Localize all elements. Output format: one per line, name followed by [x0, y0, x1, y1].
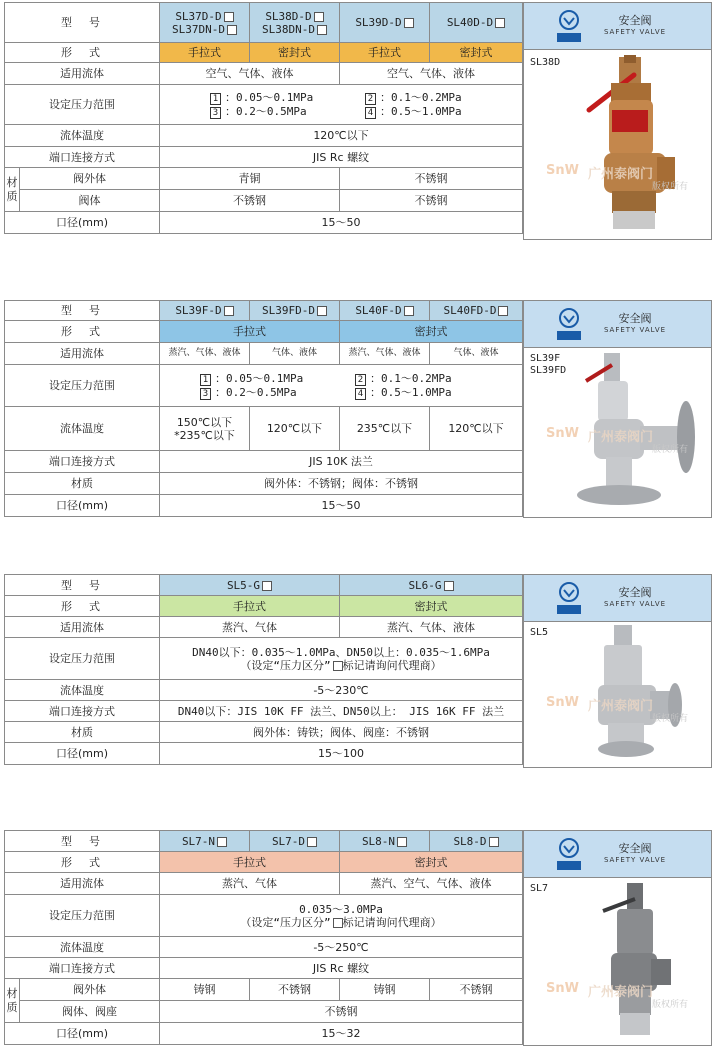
- form-cell: 密封式: [340, 852, 523, 873]
- fluid-cell: 蒸汽、空气、气体、液体: [340, 873, 523, 895]
- label-bore: 口径(mm): [5, 212, 160, 234]
- label-body: 阀外体: [20, 979, 160, 1001]
- body-cell: 铸钢: [160, 979, 250, 1001]
- brand-cn: 安全阀: [618, 842, 652, 855]
- fluid-cell: 空气、气体、液体: [160, 63, 340, 85]
- body-cell: 不锈钢: [250, 979, 340, 1001]
- fluid-cell: 气体、液体: [430, 343, 523, 365]
- label-form: 形 式: [5, 596, 160, 617]
- conn-cell: DN40以下：JIS 10K FF 法兰、DN50以上： JIS 16K FF 法兰: [160, 701, 523, 722]
- label-body: 阀外体: [20, 168, 160, 190]
- label-fluid: 适用流体: [5, 873, 160, 895]
- venn-logo-icon: [556, 837, 582, 871]
- label-form: 形 式: [5, 321, 160, 343]
- fluid-cell: 气体、液体: [250, 343, 340, 365]
- body-cell: 不锈钢: [340, 168, 523, 190]
- label-material: 材 质: [5, 979, 20, 1023]
- checkbox-icon: [262, 581, 272, 591]
- pressure-cell: 1 ：0.05～0.1MPa 2 ：0.1～0.2MPa 3 ：0.2～0.5MPa 4 ：0.5～1.0MPa: [160, 85, 523, 125]
- label-model: 型 号: [5, 3, 160, 43]
- valve-seat-cell: 不锈钢: [160, 1001, 523, 1023]
- conn-cell: JIS Rc 螺纹: [160, 147, 523, 168]
- label-model: 型 号: [5, 575, 160, 596]
- form-cell: 密封式: [340, 596, 523, 617]
- form-cell: 密封式: [430, 43, 523, 63]
- brand-header: [524, 301, 711, 348]
- model-cell: SL40F-D: [340, 301, 430, 321]
- checkbox-icon: [397, 837, 407, 847]
- checkbox-icon: [498, 306, 508, 316]
- label-fluid: 适用流体: [5, 343, 160, 365]
- label-valve: 阀体: [20, 190, 160, 212]
- body-cell: 不锈钢: [430, 979, 523, 1001]
- label-conn: 端口连接方式: [5, 451, 160, 473]
- product-panel: [523, 574, 712, 768]
- watermark-cn: 广州泰阀门: [588, 985, 654, 1000]
- label-model: 型 号: [5, 301, 160, 321]
- cast-iron-safety-valve-image: [584, 623, 684, 765]
- form-cell: 手拉式: [160, 596, 340, 617]
- checkbox-icon: [227, 25, 237, 35]
- checkbox-icon: [314, 12, 324, 22]
- watermark-rights: 版权所有: [652, 445, 689, 455]
- temp-cell: -5～250℃: [160, 937, 523, 958]
- spec-table: [4, 830, 523, 1045]
- venn-logo-icon: [556, 581, 582, 615]
- temp-cell: 235℃以下: [340, 407, 430, 451]
- model-cell: SL39FD-D: [250, 301, 340, 321]
- watermark-logo: SnW: [546, 695, 579, 710]
- brand-cn: 安全阀: [618, 312, 652, 325]
- model-cell: SL7-N: [160, 831, 250, 852]
- bore-cell: 15～50: [160, 495, 523, 517]
- form-cell: 密封式: [250, 43, 340, 63]
- checkbox-icon: [317, 25, 327, 35]
- label-conn: 端口连接方式: [5, 701, 160, 722]
- fluid-cell: 蒸汽、气体、液体: [160, 343, 250, 365]
- model-cell: SL40FD-D: [430, 301, 523, 321]
- temp-cell: 120℃以下: [250, 407, 340, 451]
- temp-cell: 150℃以下 *235℃以下: [160, 407, 250, 451]
- spec-table: [4, 2, 523, 234]
- fluid-cell: 蒸汽、气体: [160, 873, 340, 895]
- material-cell: 阀外体：铸铁；阀体、阀座：不锈钢: [160, 722, 523, 743]
- spec-block-sl37-40: [4, 2, 713, 240]
- form-cell: 手拉式: [160, 43, 250, 63]
- spec-table: [4, 574, 523, 765]
- product-model: SL7: [530, 883, 549, 894]
- valve-cell: 不锈钢: [340, 190, 523, 212]
- label-pressure: 设定压力范围: [5, 365, 160, 407]
- conn-cell: JIS Rc 螺纹: [160, 958, 523, 979]
- checkbox-icon: [333, 918, 343, 928]
- product-model: SL5: [530, 627, 549, 638]
- label-temp: 流体温度: [5, 680, 160, 701]
- label-pressure: 设定压力范围: [5, 85, 160, 125]
- checkbox-icon: [317, 306, 327, 316]
- fluid-cell: 蒸汽、气体、液体: [340, 617, 523, 638]
- brand-header: [524, 3, 711, 50]
- bore-cell: 15～32: [160, 1023, 523, 1045]
- form-cell: 手拉式: [160, 321, 340, 343]
- brand-en: SAFETY VALVE: [603, 28, 667, 36]
- temp-cell: 120℃以下: [430, 407, 523, 451]
- label-material: 材质: [5, 473, 160, 495]
- brass-safety-valve-image: [579, 55, 679, 235]
- checkbox-icon: [489, 837, 499, 847]
- model-cell: SL39F-D: [160, 301, 250, 321]
- product-panel: [523, 2, 712, 240]
- brand-header: [524, 575, 711, 622]
- brand-en: SAFETY VALVE: [603, 856, 667, 864]
- label-conn: 端口连接方式: [5, 147, 160, 168]
- label-temp: 流体温度: [5, 937, 160, 958]
- label-bore: 口径(mm): [5, 1023, 160, 1045]
- model-cell: SL8-D: [430, 831, 523, 852]
- pressure-cell: 1 ：0.05～0.1MPa 2 ：0.1～0.2MPa 3 ：0.2～0.5MPa 4 ：0.5～1.0MPa: [160, 365, 523, 407]
- pressure-cell: DN40以下：0.035～1.0MPa、DN50以上：0.035～1.6MPa （设定“压力区分” 标记请询问代理商）: [160, 638, 523, 680]
- label-bore: 口径(mm): [5, 495, 160, 517]
- model-cell: SL7-D: [250, 831, 340, 852]
- model-cell: SL39D-D: [340, 3, 430, 43]
- brand-cn: 安全阀: [618, 14, 652, 27]
- bore-cell: 15～100: [160, 743, 523, 765]
- label-bore: 口径(mm): [5, 743, 160, 765]
- watermark-rights: 版权所有: [652, 182, 689, 192]
- brand-en: SAFETY VALVE: [603, 600, 667, 608]
- label-conn: 端口连接方式: [5, 958, 160, 979]
- checkbox-icon: [217, 837, 227, 847]
- checkbox-icon: [333, 661, 343, 671]
- form-cell: 手拉式: [160, 852, 340, 873]
- valve-cell: 不锈钢: [160, 190, 340, 212]
- product-panel: [523, 830, 712, 1046]
- model-cell: SL5-G: [160, 575, 340, 596]
- label-material: 材质: [5, 722, 160, 743]
- checkbox-icon: [224, 12, 234, 22]
- model-cell: SL37D-D SL37DN-D: [160, 3, 250, 43]
- venn-logo-icon: [556, 307, 582, 341]
- form-cell: 密封式: [340, 321, 523, 343]
- material-cell: 阀外体：不锈钢；阀体：不锈钢: [160, 473, 523, 495]
- watermark-logo: SnW: [546, 426, 579, 441]
- product-model: SL39F SL39FD: [530, 353, 567, 376]
- watermark-cn: 广州泰阀门: [588, 167, 654, 182]
- body-cell: 青铜: [160, 168, 340, 190]
- watermark-rights: 版权所有: [652, 714, 689, 724]
- checkbox-icon: [404, 18, 414, 28]
- brand-en: SAFETY VALVE: [603, 326, 667, 334]
- label-temp: 流体温度: [5, 407, 160, 451]
- label-pressure: 设定压力范围: [5, 895, 160, 937]
- spec-table: [4, 300, 523, 517]
- label-fluid: 适用流体: [5, 63, 160, 85]
- model-cell: SL40D-D: [430, 3, 523, 43]
- model-cell: SL38D-D SL38DN-D: [250, 3, 340, 43]
- brand-header: [524, 831, 711, 878]
- venn-logo-icon: [556, 9, 582, 43]
- checkbox-icon: [307, 837, 317, 847]
- form-cell: 手拉式: [340, 43, 430, 63]
- brand-cn: 安全阀: [618, 586, 652, 599]
- body-cell: 铸钢: [340, 979, 430, 1001]
- label-form: 形 式: [5, 852, 160, 873]
- checkbox-icon: [404, 306, 414, 316]
- label-valve-seat: 阀体、阀座: [20, 1001, 160, 1023]
- spec-block-sl5-6: [4, 574, 713, 768]
- product-model: SL38D: [530, 57, 561, 68]
- checkbox-icon: [495, 18, 505, 28]
- label-pressure: 设定压力范围: [5, 638, 160, 680]
- cast-steel-safety-valve-image: [589, 881, 679, 1043]
- temp-cell: -5～230℃: [160, 680, 523, 701]
- label-material: 材 质: [5, 168, 20, 212]
- spec-block-sl39-40-flange: [4, 300, 713, 518]
- label-fluid: 适用流体: [5, 617, 160, 638]
- model-cell: SL8-N: [340, 831, 430, 852]
- temp-cell: 120℃以下: [160, 125, 523, 147]
- conn-cell: JIS 10K 法兰: [160, 451, 523, 473]
- bore-cell: 15～50: [160, 212, 523, 234]
- watermark-cn: 广州泰阀门: [588, 430, 654, 445]
- fluid-cell: 蒸汽、气体、液体: [340, 343, 430, 365]
- label-temp: 流体温度: [5, 125, 160, 147]
- watermark-logo: SnW: [546, 163, 579, 178]
- product-panel: [523, 300, 712, 518]
- checkbox-icon: [224, 306, 234, 316]
- watermark-rights: 版权所有: [652, 1000, 689, 1010]
- pressure-cell: 0.035～3.0MPa （设定“压力区分” 标记请询问代理商）: [160, 895, 523, 937]
- model-cell: SL6-G: [340, 575, 523, 596]
- fluid-cell: 蒸汽、气体: [160, 617, 340, 638]
- label-form: 形 式: [5, 43, 160, 63]
- watermark-logo: SnW: [546, 981, 579, 996]
- fluid-cell: 空气、气体、液体: [340, 63, 523, 85]
- checkbox-icon: [444, 581, 454, 591]
- watermark-cn: 广州泰阀门: [588, 699, 654, 714]
- label-model: 型 号: [5, 831, 160, 852]
- spec-block-sl7-8: [4, 830, 713, 1046]
